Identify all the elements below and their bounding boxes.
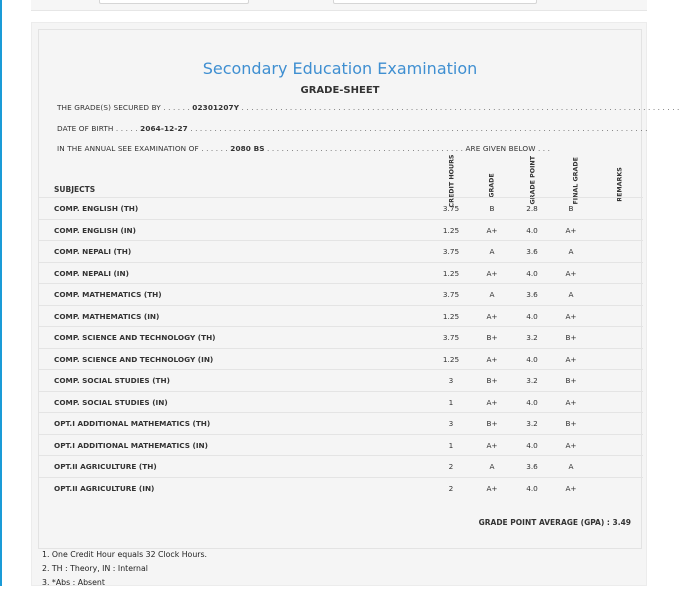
credit-hours-cell: 1	[448, 440, 454, 450]
final-grade-cell: A+	[565, 311, 577, 321]
secured-by-label: THE GRADE(S) SECURED BY	[57, 103, 161, 112]
secured-by-line: THE GRADE(S) SECURED BY . . . . . . 02301207Y . . . . . . . . . . . . . . . . . . . . . . . . . . . . . . . . . . . . . . . . . . . . . . . . . . . . . . . . . . . . . . . . . . . . . . . . . . . . . . . . . . . . . . . . . . .	[57, 103, 679, 112]
footnote: 1. One Credit Hour equals 32 Clock Hours.	[42, 550, 208, 559]
final-grade-header: FINAL GRADE	[572, 157, 580, 205]
grade-cell: A	[489, 290, 495, 299]
credit-hours-cell: 2	[448, 483, 454, 493]
final-grade-cell: A	[568, 290, 574, 299]
grade-sheet-card	[31, 22, 679, 587]
table-row	[39, 240, 643, 262]
final-grade-cell: A+	[565, 354, 577, 364]
table-row	[39, 434, 643, 456]
exam-line: IN THE ANNUAL SEE EXAMINATION OF . . . . . . 2080 BS . . . . . . . . . . . . . . . . . . . . . . . . . . . . . . . . . . . . . . . . . ARE GIVEN BELOW . . .	[57, 144, 551, 153]
grade-sheet-subtitle: GRADE-SHEET	[300, 85, 380, 96]
grade-point-cell: 3.6	[526, 290, 538, 299]
grade-header: GRADE	[488, 173, 496, 198]
table-row	[39, 348, 643, 370]
subject-cell: COMP. NEPALI (TH)	[54, 247, 132, 256]
credit-hours-cell: 1.25	[442, 225, 460, 235]
grade-cell: A+	[486, 354, 498, 364]
subject-cell: COMP. SCIENCE AND TECHNOLOGY (TH)	[54, 333, 216, 342]
grade-cell: A	[489, 462, 495, 471]
page-title: Secondary Education Examination	[202, 59, 478, 78]
grade-point-cell: 4.0	[526, 483, 538, 493]
subject-cell: OPT.I ADDITIONAL MATHEMATICS (TH)	[54, 419, 211, 428]
gpa-summary: GRADE POINT AVERAGE (GPA) : 3.49	[478, 518, 631, 527]
subject-cell: COMP. ENGLISH (TH)	[54, 204, 139, 213]
table-row	[39, 455, 643, 477]
table-row	[39, 283, 643, 305]
grade-point-cell: 4.0	[526, 268, 538, 278]
grade-point-cell: 3.2	[526, 376, 538, 385]
grade-cell: A	[489, 247, 495, 256]
footnote: 2. TH : Theory, IN : Internal	[42, 564, 148, 573]
grade-cell: B+	[486, 419, 498, 428]
grade-cell: A+	[486, 311, 498, 321]
final-grade-cell: B+	[565, 333, 577, 342]
date-of-birth: 2064-12-27	[140, 124, 188, 133]
credit-hours-cell: 3.75	[442, 333, 460, 342]
remarks-header: REMARKS	[616, 167, 624, 202]
credit-hours-cell: 1	[448, 397, 454, 407]
grade-point-cell: 4.0	[526, 311, 538, 321]
final-grade-cell: A	[568, 247, 574, 256]
final-grade-cell: B+	[565, 376, 577, 385]
exam-label: IN THE ANNUAL SEE EXAMINATION OF	[57, 144, 199, 153]
credit-hours-cell: 2	[448, 462, 454, 471]
table-row	[39, 412, 643, 434]
credit-hours-header: CREDIT HOURS	[448, 154, 456, 208]
subject-cell: COMP. MATHEMATICS (TH)	[54, 290, 162, 299]
grade-point-cell: 4.0	[526, 225, 538, 235]
grade-point-header: GRADE POINT	[529, 156, 537, 205]
dob-line: DATE OF BIRTH . . . . . 2064-12-27 . . . . . . . . . . . . . . . . . . . . . . . . . . . . . . . . . . . . . . . . . . . . . . . . . . . . . . . . . . . . . . . . . . . . . . . . . . . . . . . . . . . . . . . . . . . . . . .	[57, 124, 648, 133]
final-grade-cell: A+	[565, 397, 577, 407]
final-grade-cell: A	[568, 462, 574, 471]
grade-cell: A+	[486, 397, 498, 407]
grade-point-cell: 3.2	[526, 333, 538, 342]
credit-hours-cell: 3	[448, 376, 454, 385]
grade-point-cell: 4.0	[526, 397, 538, 407]
subject-cell: COMP. ENGLISH (IN)	[54, 225, 136, 235]
table-row	[39, 369, 643, 391]
grade-point-cell: 2.8	[526, 204, 538, 213]
grade-point-cell: 4.0	[526, 354, 538, 364]
grade-cell: A+	[486, 268, 498, 278]
grade-point-cell: 3.6	[526, 462, 538, 471]
footnote: 3. *Abs : Absent	[42, 578, 105, 587]
grade-point-cell: 4.0	[526, 440, 538, 450]
final-grade-cell: A+	[565, 483, 577, 493]
table-row	[39, 305, 643, 327]
subject-cell: OPT.II AGRICULTURE (IN)	[54, 483, 155, 493]
grade-cell: A+	[486, 225, 498, 235]
table-row	[39, 219, 643, 241]
grade-point-cell: 3.6	[526, 247, 538, 256]
final-grade-cell: B	[568, 204, 574, 213]
credit-hours-cell: 3.75	[442, 247, 460, 256]
credit-hours-cell: 3.75	[442, 290, 460, 299]
table-row	[39, 197, 643, 219]
subject-cell: COMP. SOCIAL STUDIES (TH)	[54, 376, 170, 385]
grade-sheet-panel	[38, 29, 679, 549]
grade-cell: A+	[486, 440, 498, 450]
grade-cell: A+	[486, 483, 498, 493]
dob-label: DATE OF BIRTH	[57, 124, 114, 133]
grade-cell: B	[489, 204, 495, 213]
footnotes	[42, 548, 207, 590]
final-grade-cell: A+	[565, 268, 577, 278]
grade-cell: B+	[486, 376, 498, 385]
grade-point-cell: 3.2	[526, 419, 538, 428]
credit-hours-cell: 1.25	[442, 311, 460, 321]
credit-hours-cell: 3	[448, 419, 454, 428]
table-row	[39, 326, 643, 348]
exam-suffix: ARE GIVEN BELOW	[465, 144, 536, 153]
final-grade-cell: A+	[565, 440, 577, 450]
subject-cell: OPT.I ADDITIONAL MATHEMATICS (IN)	[54, 440, 208, 450]
grade-cell: B+	[486, 333, 498, 342]
exam-year: 2080 BS	[230, 144, 265, 153]
symbol-number: 02301207Y	[192, 103, 240, 112]
credit-hours-cell: 1.25	[442, 354, 460, 364]
table-row	[39, 262, 643, 284]
credit-hours-cell: 1.25	[442, 268, 460, 278]
final-grade-cell: A+	[565, 225, 577, 235]
subject-cell: COMP. SOCIAL STUDIES (IN)	[54, 397, 168, 407]
table-row	[39, 477, 643, 499]
subject-cell: COMP. SCIENCE AND TECHNOLOGY (IN)	[54, 354, 214, 364]
top-input-right[interactable]	[333, 0, 537, 4]
left-accent-rule	[0, 0, 2, 586]
subject-cell: COMP. MATHEMATICS (IN)	[54, 311, 160, 321]
table-row	[39, 391, 643, 413]
subject-cell: OPT.II AGRICULTURE (TH)	[54, 462, 157, 471]
top-input-left[interactable]	[99, 0, 249, 4]
final-grade-cell: B+	[565, 419, 577, 428]
credit-hours-cell: 3.75	[442, 204, 460, 213]
subject-cell: COMP. NEPALI (IN)	[54, 268, 129, 278]
subjects-header: SUBJECTS	[54, 185, 96, 194]
